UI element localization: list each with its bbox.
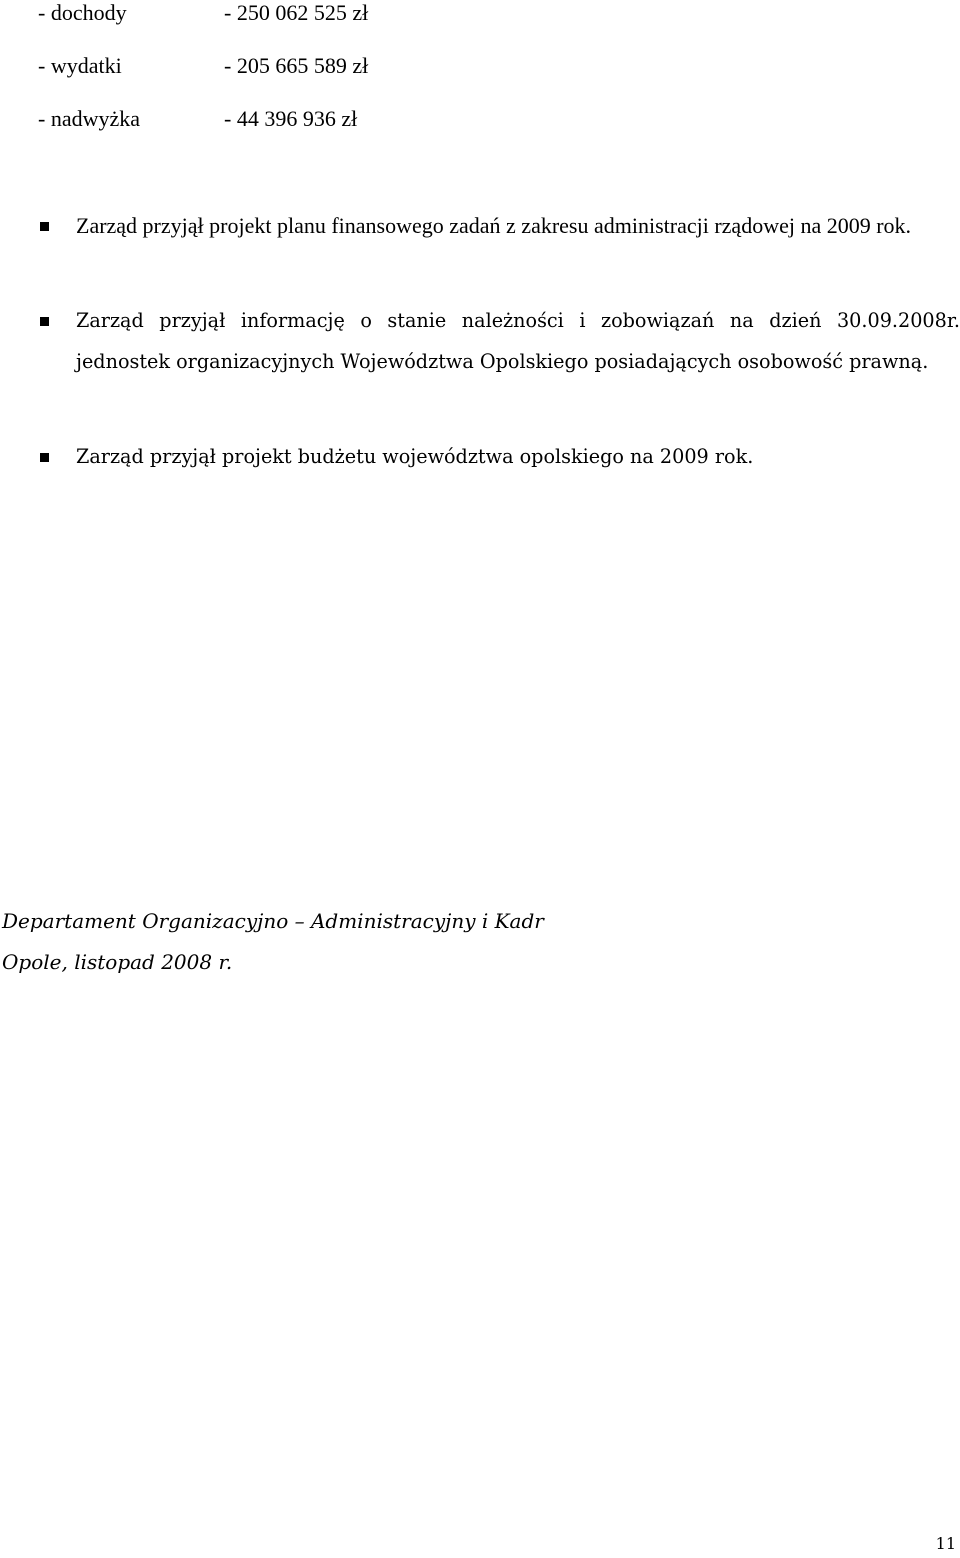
- financial-value: - 44 396 936 zł: [224, 106, 358, 131]
- financial-label: - nadwyżka: [38, 106, 141, 131]
- department-name: Departament Organizacyjno – Administracyjny i Kadr: [2, 909, 544, 933]
- bullet-text: Zarząd przyjął informację o stanie należności i zobowiązań na dzień 30.09.2008r. jednostek organizacyjnych Województwa Opolskiego posiadających osobowość prawną.: [76, 309, 960, 373]
- financial-label: - wydatki: [38, 53, 122, 78]
- place-date: Opole, listopad 2008 r.: [2, 950, 233, 974]
- financial-row-expenses: [38, 53, 368, 79]
- financial-value: - 250 062 525 zł: [224, 0, 369, 25]
- page-number: 11: [935, 1534, 956, 1553]
- financial-label: - dochody: [38, 0, 127, 25]
- financial-row-surplus: [38, 106, 357, 132]
- square-bullet-icon: [40, 222, 49, 231]
- bullet-text: Zarząd przyjął projekt budżetu województwa opolskiego na 2009 rok.: [76, 445, 754, 468]
- bullet-text: Zarząd przyjął projekt planu finansowego zadań z zakresu administracji rządowej na 2009 rok.: [76, 213, 912, 238]
- financial-row-income: [38, 0, 368, 26]
- financial-value: - 205 665 589 zł: [224, 53, 369, 78]
- square-bullet-icon: [40, 453, 49, 462]
- square-bullet-icon: [40, 317, 49, 326]
